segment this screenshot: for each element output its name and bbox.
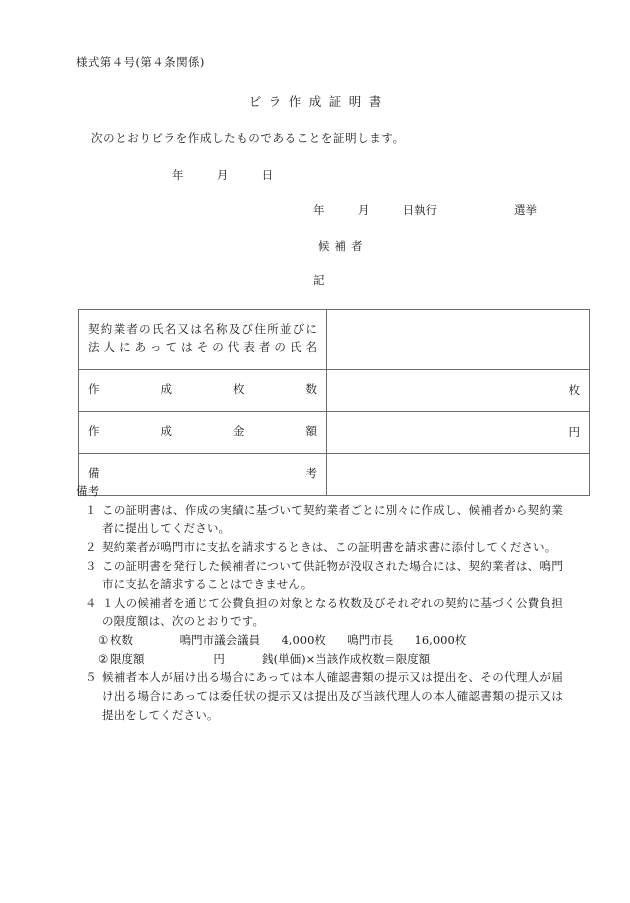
sheet-count-label: 作成枚数	[88, 382, 317, 397]
note-number-3: ３	[85, 558, 97, 573]
date-month-label: 月	[216, 168, 229, 182]
ki-mark: 記	[313, 273, 325, 287]
note-item-4	[76, 594, 563, 631]
note-number-2: ２	[85, 539, 97, 554]
certificate-date-line	[172, 167, 273, 183]
form-number: 様式第４号(第４条関係)	[76, 55, 205, 69]
notes-heading: 備考	[76, 484, 100, 498]
note-item-5	[76, 668, 563, 724]
date-year-label: 年	[172, 168, 184, 182]
sub-item-count-2: 16,000枚	[414, 633, 467, 647]
contractor-name-label-line1: 契約業者の氏名又は名称及び住所並びに	[88, 322, 317, 337]
sub-item-body-2	[110, 650, 563, 669]
sub-item-label-1: 枚数	[110, 633, 133, 647]
sheet-count-unit: 枚	[568, 383, 580, 397]
amount-unit: 円	[568, 425, 580, 439]
contractor-name-value-cell[interactable]	[327, 310, 590, 370]
contractor-name-label-line2: 法人にあってはその代表者の氏名	[88, 340, 317, 354]
execution-month-label: 月	[357, 203, 370, 217]
amount-value-cell[interactable]	[327, 412, 590, 454]
sub-item-office-1: 鳴門市議会議員	[179, 633, 261, 647]
amount-label: 作成金額	[88, 424, 317, 439]
page-title: ビラ作成証明書	[248, 94, 389, 109]
note-item-1	[76, 501, 563, 538]
note-text-4: １人の候補者を通じて公費負担の対象となる枚数及びそれぞれの契約に基づく公費負担の限度額は、次のとおりです。	[102, 595, 563, 629]
note-number-1: １	[85, 502, 97, 517]
sub-item-yen-unit: 円	[213, 651, 225, 666]
sub-item-body-1	[110, 631, 563, 650]
execution-year-label: 年	[313, 203, 325, 217]
sheet-count-label-cell	[79, 370, 327, 412]
sub-item-office-2: 鳴門市長	[347, 633, 394, 647]
note-text-1: この証明書は、作成の実績に基づいて契約業者ごとに別々に作成し、候補者から契約業者に提出してください。	[102, 502, 563, 536]
sub-item-count-1: 4,000枚	[281, 633, 326, 647]
sub-item-label-2: 限度額	[110, 651, 145, 666]
sub-item-1	[76, 631, 563, 650]
note-text-2: 契約業者が鳴門市に支払を請求するときは、この証明書を請求書に添付してください。	[102, 539, 557, 554]
sub-item-marker-1: ①	[98, 633, 109, 647]
intro-statement: 次のとおりビラを作成したものであることを証明します。	[91, 131, 405, 145]
table-row	[79, 310, 590, 370]
candidate-label: 候補者	[318, 239, 368, 253]
notes-section	[76, 482, 563, 724]
sub-item-2	[76, 650, 563, 669]
note-number-5: ５	[85, 670, 97, 685]
execution-date-line	[313, 202, 437, 218]
contractor-name-label-cell	[79, 310, 327, 370]
note-item-3	[76, 557, 563, 594]
note-number-4: ４	[85, 595, 97, 610]
remarks-label: 備考	[88, 466, 317, 481]
table-row	[79, 370, 590, 412]
sub-item-formula: 銭(単価)×当該作成枚数＝限度額	[262, 651, 431, 666]
execution-day-label: 日執行	[402, 203, 438, 217]
sub-item-marker-2: ②	[98, 651, 109, 666]
note-text-3: この証明書を発行した候補者について供託物が没収された場合には、契約業者は、鳴門市に支払を請求することはできません。	[102, 558, 563, 592]
note-item-2	[76, 538, 563, 557]
note-text-5: 候補者本人が届け出る場合にあっては本人確認書類の提示又は提出を、その代理人が届け出る場合にあっては委任状の提示又は提出及び当該代理人の本人確認書類の提示又は提出をしてください。	[102, 670, 563, 722]
sheet-count-value-cell[interactable]	[327, 370, 590, 412]
amount-label-cell	[79, 412, 327, 454]
certificate-table	[78, 309, 590, 496]
date-day-label: 日	[261, 168, 274, 182]
table-row	[79, 412, 590, 454]
election-label: 選挙	[514, 203, 537, 217]
